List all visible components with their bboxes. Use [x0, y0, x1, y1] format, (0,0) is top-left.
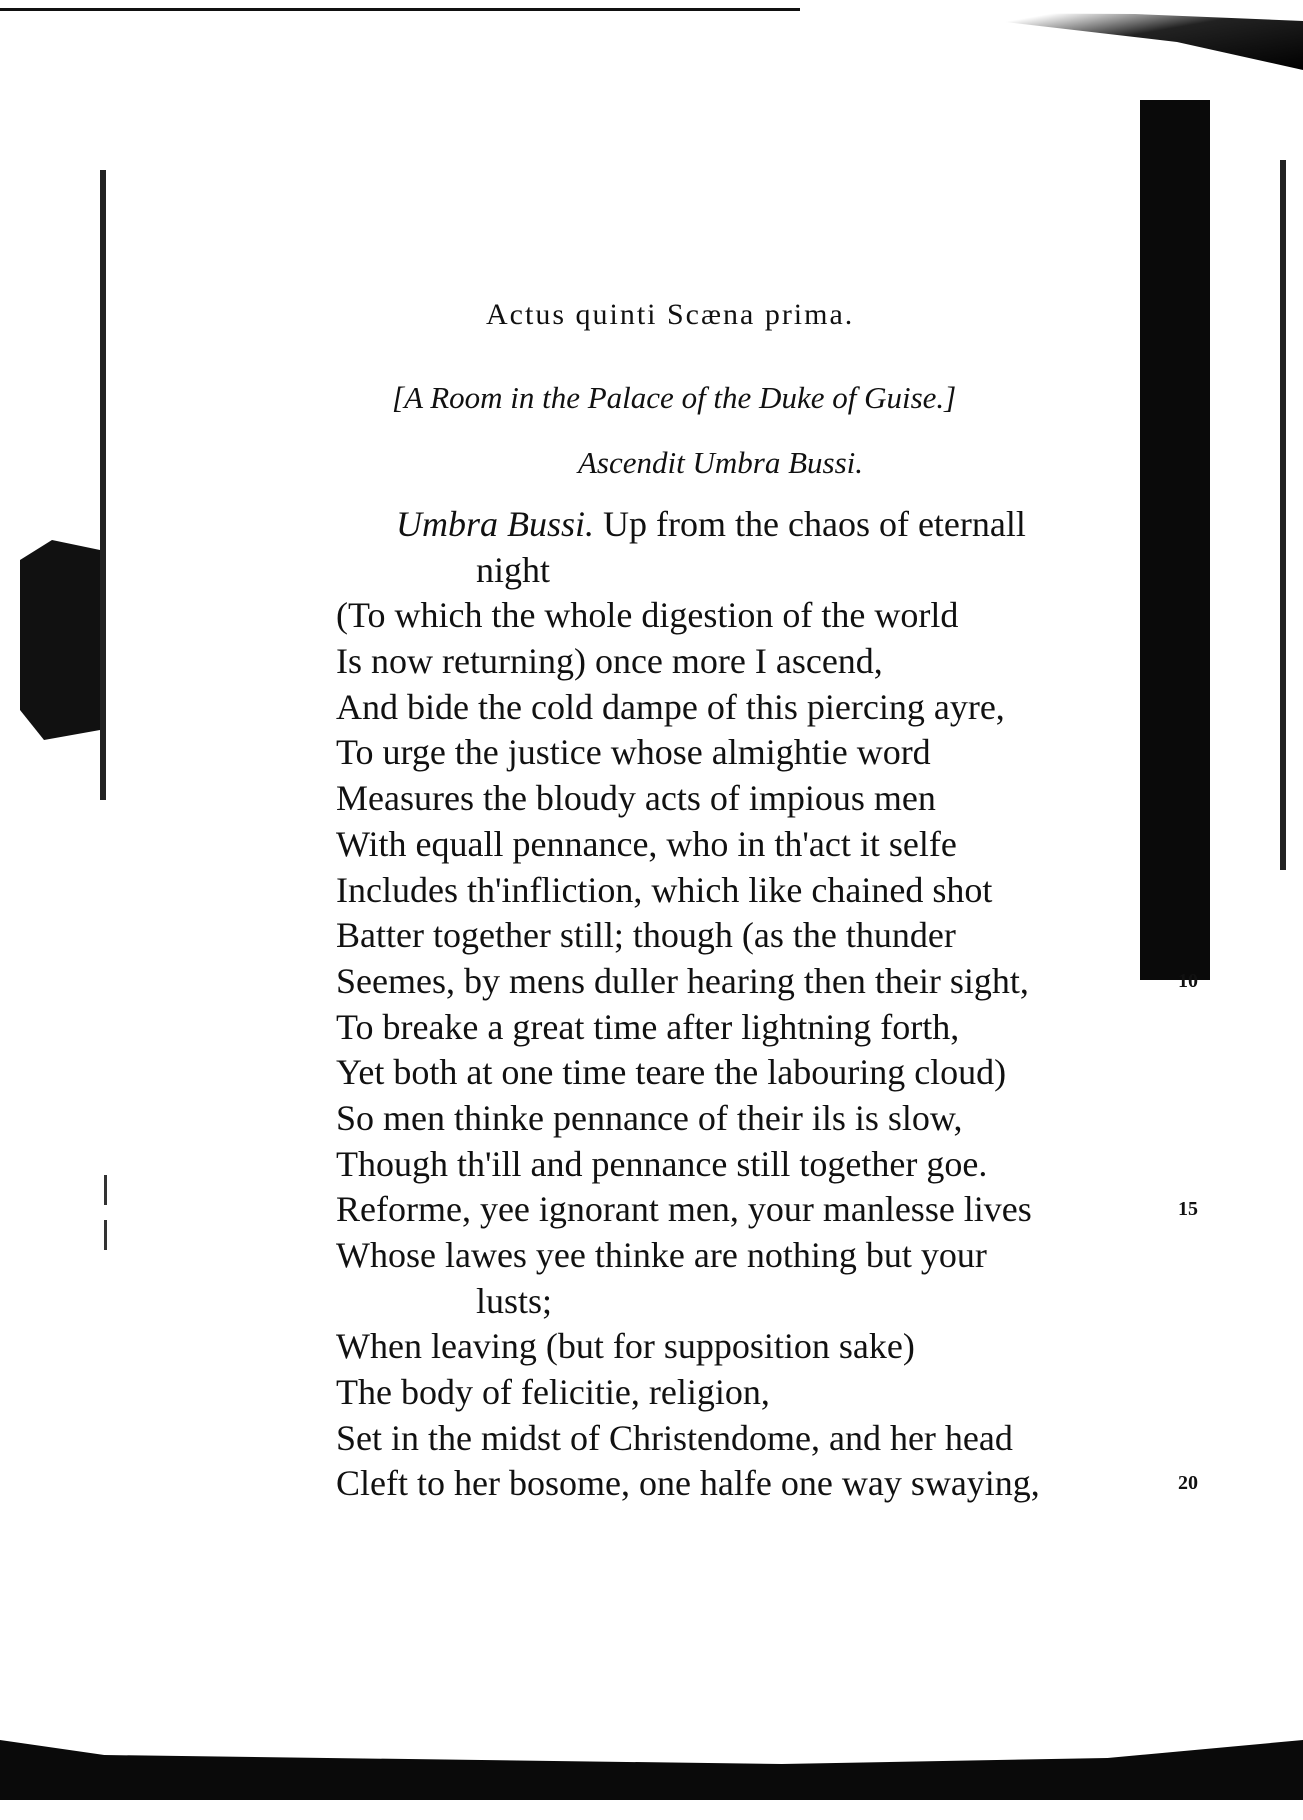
verse-line-text: With equall pennance, who in th'act it selfe [336, 823, 957, 864]
verse-line [336, 1050, 1196, 1096]
verse-line [336, 1233, 1196, 1279]
verse-line-text: (To which the whole digestion of the world [336, 595, 959, 636]
verse-line [336, 1416, 1196, 1462]
verse-line [336, 502, 1196, 548]
verse-text [336, 502, 1196, 1507]
scan-top-right-smear [883, 0, 1303, 70]
verse-line-text: And bide the cold dampe of this piercing ayre, [336, 686, 1005, 727]
verse-line [336, 1279, 1196, 1325]
verse-line [336, 1187, 1196, 1233]
verse-line-text: When leaving (but for supposition sake) [336, 1326, 915, 1367]
verse-line [336, 593, 1196, 639]
line-number: 10 [1178, 969, 1198, 992]
verse-line-text: To urge the justice whose almightie word [336, 732, 931, 773]
verse-line-text: Includes th'infliction, which like chained shot [336, 869, 993, 910]
line-number: 15 [1178, 1198, 1198, 1221]
verse-line-text: lusts; [476, 1280, 553, 1321]
verse-line [336, 1005, 1196, 1051]
verse-line-text: Cleft to her bosome, one halfe one way swaying, [336, 1463, 1040, 1504]
verse-line-text: The body of felicitie, religion, [336, 1372, 770, 1413]
scan-top-rule [0, 8, 800, 11]
verse-line [336, 1142, 1196, 1188]
stage-direction: Ascendit Umbra Bussi. [578, 445, 864, 480]
verse-line [336, 868, 1196, 914]
verse-line [336, 1096, 1196, 1142]
verse-line [336, 1461, 1196, 1507]
verse-line-text: Batter together still; though (as the thunder [336, 915, 956, 956]
verse-line [336, 1324, 1196, 1370]
verse-line-text: Yet both at one time teare the labouring cloud) [336, 1052, 1007, 1093]
verse-line [336, 730, 1196, 776]
act-scene-heading: Actus quinti Scæna prima. [486, 298, 855, 331]
scan-left-tick [104, 1175, 107, 1205]
verse-line [336, 776, 1196, 822]
verse-line [336, 548, 1196, 594]
verse-line [336, 822, 1196, 868]
scan-right-edge [1280, 160, 1286, 870]
verse-line-text: Reforme, yee ignorant men, your manlesse lives [336, 1189, 1032, 1230]
verse-line [336, 685, 1196, 731]
line-number: 20 [1178, 1472, 1198, 1495]
verse-line [336, 913, 1196, 959]
verse-line-text: Whose lawes yee thinke are nothing but your [336, 1235, 987, 1275]
scan-left-shadow [20, 540, 100, 740]
scene-setting: [A Room in the Palace of the Duke of Guise.] [392, 380, 957, 415]
verse-line-text: Set in the midst of Christendome, and her head [336, 1417, 1013, 1458]
speaker-name: Umbra Bussi. [396, 504, 604, 544]
verse-line-text: Is now returning) once more I ascend, [336, 641, 883, 682]
verse-line-text: Measures the bloudy acts of impious men [336, 778, 936, 819]
verse-line [336, 639, 1196, 685]
verse-line-text: Seemes, by mens duller hearing then their sight, [336, 960, 1029, 1001]
scan-left-spine [100, 170, 106, 800]
verse-line [336, 959, 1196, 1005]
verse-line-text: Though th'ill and pennance still together goe. [336, 1143, 988, 1184]
verse-line-text: night [476, 549, 551, 590]
scan-bottom-shadow [0, 1740, 1303, 1800]
verse-line [336, 1370, 1196, 1416]
verse-line-text: To breake a great time after lightning forth, [336, 1006, 960, 1047]
verse-line-text: Up from the chaos of eternall [603, 504, 1026, 544]
scan-left-tick [104, 1220, 107, 1250]
verse-line-text: So men thinke pennance of their ils is slow, [336, 1097, 963, 1138]
